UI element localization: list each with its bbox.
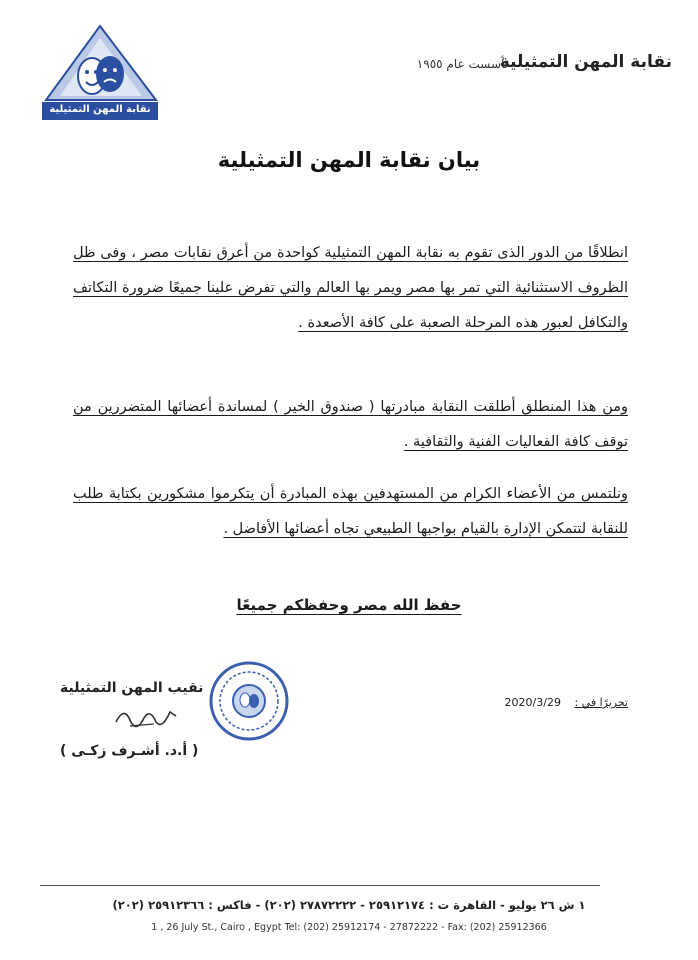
header-union-name: نقابة المهن التمثيلية [499, 52, 672, 72]
closing-line: حفظ الله مصر وحفظكم جميعًا [236, 596, 462, 614]
paragraph-3 [73, 477, 628, 547]
paragraph-1 [73, 236, 628, 341]
paragraph-2-text: ومن هذا المنطلق أطلقت النقابة مبادرتها ( صندوق الخير ) لمساندة أعضائها المتضررين من توقف كافة الفعاليات الفنية والثقافية . [73, 399, 628, 450]
footer-address-arabic: ١ ش ٢٦ يوليو - القاهرة ت : ٢٥٩١٢١٧٤ - ٢٧٨٧٢٢٢٢ (٢٠٢) - فاكس : ٢٥٩١٢٣٦٦ (٢٠٢) [112, 898, 586, 912]
signatory-role: نقيب المهن التمثيلية [60, 680, 204, 696]
signatory-name: ( أ.د. أشـرف زكـى ) [60, 743, 199, 759]
date-line [505, 696, 628, 709]
date-label: تحريرًا في : [574, 696, 628, 709]
footer-divider [40, 885, 600, 886]
handwritten-signature [110, 702, 180, 732]
paragraph-2 [73, 390, 628, 460]
header-established: تأسست عام ١٩٥٥ [416, 57, 508, 71]
date-value: 2020/3/29 [504, 696, 561, 709]
logo-caption: نقابة المهن التمثيلية [49, 104, 151, 115]
official-stamp [208, 660, 290, 742]
footer-address-english: 1 , 26 July St., Cairo , Egypt Tel: (202) 25912174 - 27872222 - Fax: (202) 25912366 [151, 922, 547, 933]
union-logo [38, 22, 162, 130]
document-title: بيان نقابة المهن التمثيلية [217, 148, 481, 172]
paragraph-1-text: انطلاقًا من الدور الذى تقوم به نقابة المهن التمثيلية كواحدة من أعرق نقابات مصر ، وفى ظل الظروف الاستثنائية التي تمر بها مصر ويمر بها العالم والتي تفرض علينا جميعًا ضرورة التكاتف والتكافل لعبور هذه المرحلة الصعبة على كافة الأصعدة . [73, 245, 628, 331]
paragraph-3-text: ونلتمس من الأعضاء الكرام من المستهدفين بهذه المبادرة أن يتكرموا مشكورين بكتابة طلب للنقابة لتتمكن الإدارة بالقيام بواجبها الطبيعي تجاه أعضائها الأفاضل . [73, 486, 628, 537]
